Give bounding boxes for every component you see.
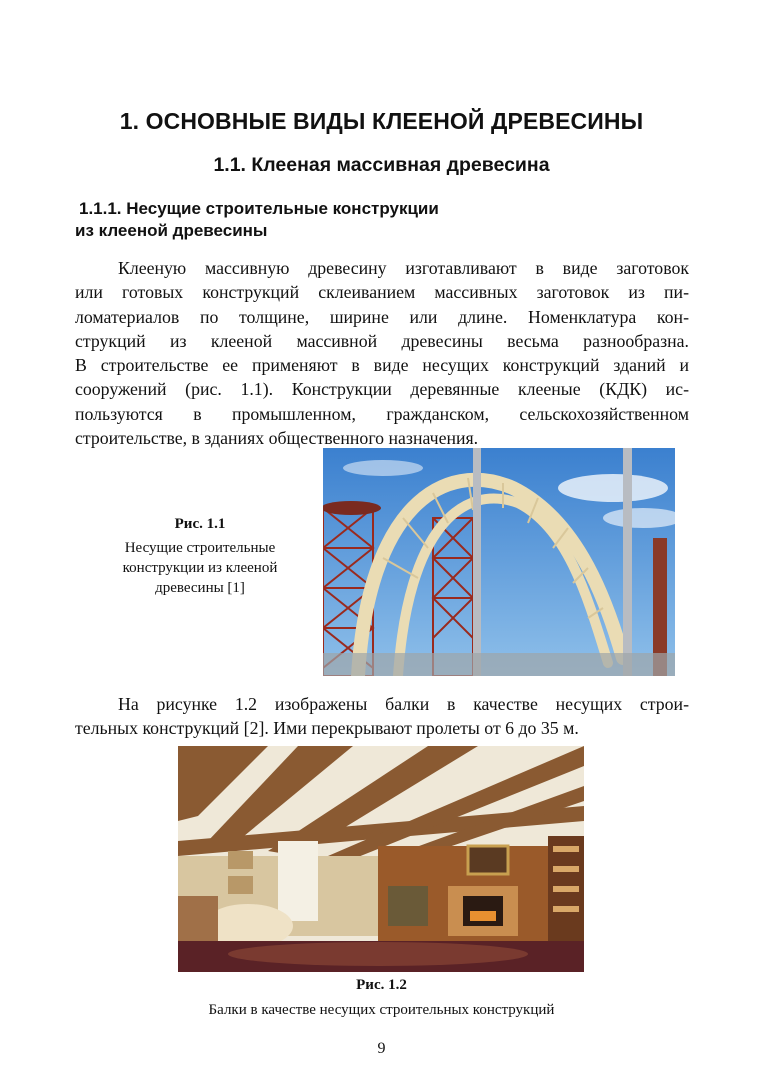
- arch-construction-illustration: [323, 448, 675, 676]
- paragraph-line: струкций из клееной массивной древесины весьма разнообразна.: [75, 330, 689, 351]
- figure-1-caption-line: древесины [1]: [155, 580, 245, 596]
- paragraph-1: [75, 256, 689, 450]
- figure-1-photo: [323, 448, 675, 676]
- subsection-heading-line1: 1.1.1. Несущие строительные конструкции: [79, 199, 439, 218]
- figure-1-label: Рис. 1.1: [174, 516, 226, 532]
- paragraph-line: Клееную массивную древесину изготавливают в виде заготовок: [118, 258, 689, 278]
- subsection-heading: [75, 198, 575, 242]
- figure-2-caption: [0, 975, 763, 1020]
- paragraph-line: или готовых конструкций склеиванием массивных заготовок из пи-: [75, 282, 689, 303]
- beamed-interior-illustration: [178, 746, 584, 972]
- page-number: 9: [377, 1040, 386, 1057]
- figure-2-photo: [178, 746, 584, 972]
- paragraph-line: На рисунке 1.2 изображены балки в качестве несущих строи-: [118, 694, 689, 714]
- paragraph-2: [75, 692, 689, 741]
- subsection-heading-line2: из клееной древесины: [75, 221, 268, 240]
- figure-2-caption-text: Балки в качестве несущих строительных конструкций: [208, 1002, 555, 1018]
- figure-2-label: Рис. 1.2: [356, 977, 407, 993]
- paragraph-line: ломатериалов по толщине, ширине или длине. Номенклатура кон-: [75, 306, 689, 327]
- paragraph-line: пользуются в промышленном, гражданском, сельскохозяйственном: [75, 403, 689, 424]
- paragraph-line: сооружений (рис. 1.1). Конструкции деревянные клееные (КДК) ис-: [75, 379, 689, 400]
- paragraph-line: тельных конструкций [2]. Ими перекрывают пролеты от 6 до 35 м.: [75, 718, 579, 739]
- paragraph-line: В строительстве ее применяют в виде несущих конструкций зданий и: [75, 355, 689, 376]
- figure-1-caption-line: Несущие строительные: [124, 540, 276, 556]
- figure-1-caption-line: конструкции из клееной: [122, 560, 278, 576]
- paragraph-line: строительстве, в зданиях общественного назначения.: [75, 428, 479, 449]
- chapter-heading: 1. ОСНОВНЫЕ ВИДЫ КЛЕЕНОЙ ДРЕВЕСИНЫ: [119, 108, 644, 134]
- section-heading: 1.1. Клееная массивная древесина: [213, 154, 550, 176]
- figure-1-caption: [100, 514, 300, 598]
